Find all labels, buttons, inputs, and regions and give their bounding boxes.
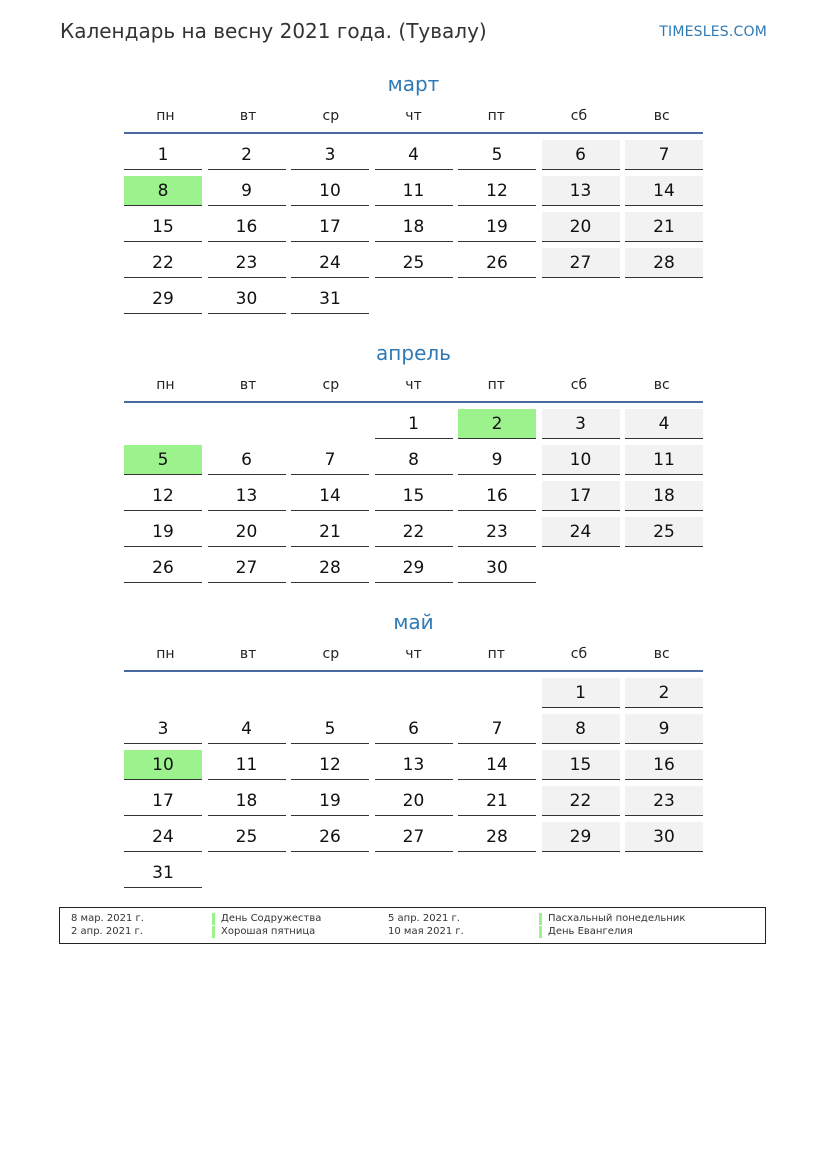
day-cell: 6 [542,140,620,170]
week-row [124,282,703,318]
weekday-label: чт [405,108,422,124]
empty-day-cell [625,284,703,314]
empty-day-cell [375,284,453,314]
weekday-label: сб [570,646,588,662]
day-cell: 8 [375,445,453,475]
day-cell: 6 [208,445,286,475]
day-cell: 4 [625,409,703,439]
day-cell: 12 [291,750,369,780]
day-cell: 20 [208,517,286,547]
day-cell: 16 [625,750,703,780]
legend-holiday-name: Хорошая пятница [212,926,315,938]
day-cell: 21 [291,517,369,547]
weekday-label: пт [487,646,505,662]
day-cell: 3 [542,409,620,439]
day-cell: 17 [124,786,202,816]
day-cell: 2 [208,140,286,170]
day-cell: 25 [625,517,703,547]
legend-holiday-name: День Евангелия [539,926,633,938]
weekday-label: ср [322,377,340,393]
day-cell: 4 [208,714,286,744]
week-row [124,748,703,784]
day-cell: 28 [291,553,369,583]
weekday-label: вс [653,646,670,662]
day-cell: 21 [625,212,703,242]
legend-holiday-name: День Содружества [212,913,321,925]
weekday-label: пн [156,377,175,393]
week-row [124,443,703,479]
day-cell: 30 [458,553,536,583]
day-cell: 9 [208,176,286,206]
day-cell: 6 [375,714,453,744]
week-row [124,479,703,515]
week-row [124,820,703,856]
day-cell: 13 [208,481,286,511]
empty-day-cell [625,553,703,583]
weekday-label: вс [653,108,670,124]
week-row [124,712,703,748]
legend-date: 2 апр. 2021 г. [71,926,143,937]
day-cell: 31 [124,858,202,888]
day-cell: 22 [542,786,620,816]
day-cell: 30 [208,284,286,314]
day-cell: 17 [542,481,620,511]
day-cell: 29 [124,284,202,314]
day-cell: 14 [625,176,703,206]
day-cell: 11 [625,445,703,475]
legend-date: 10 мая 2021 г. [388,926,464,937]
week-row [124,138,703,174]
day-cell: 15 [375,481,453,511]
day-cell: 26 [291,822,369,852]
day-cell: 24 [542,517,620,547]
weekday-label: ср [322,108,340,124]
weekday-label: вт [239,377,257,393]
weekday-label: пт [487,108,505,124]
empty-day-cell [458,858,536,888]
week-row [124,676,703,712]
empty-day-cell [625,858,703,888]
day-cell: 30 [625,822,703,852]
empty-day-cell [124,409,202,439]
day-cell: 3 [291,140,369,170]
empty-day-cell [375,678,453,708]
week-row [124,407,703,443]
day-cell: 16 [208,212,286,242]
day-cell: 12 [124,481,202,511]
empty-day-cell [208,678,286,708]
legend-date: 8 мар. 2021 г. [71,913,144,924]
day-cell: 26 [124,553,202,583]
week-row [124,174,703,210]
empty-day-cell [542,284,620,314]
day-cell: 5 [458,140,536,170]
day-cell: 2 [458,409,536,439]
empty-day-cell [458,284,536,314]
empty-day-cell [208,409,286,439]
empty-day-cell [542,858,620,888]
day-cell: 19 [124,517,202,547]
day-cell: 22 [124,248,202,278]
day-cell: 29 [542,822,620,852]
weekday-header [124,646,703,672]
month-title: апрель [376,341,451,365]
day-cell: 8 [124,176,202,206]
day-cell: 23 [625,786,703,816]
day-cell: 31 [291,284,369,314]
day-cell: 5 [124,445,202,475]
weekday-label: ср [322,646,340,662]
day-cell: 18 [375,212,453,242]
day-cell: 7 [458,714,536,744]
day-cell: 19 [458,212,536,242]
week-row [124,856,703,892]
holiday-legend [59,907,766,944]
page-title: Календарь на весну 2021 года. (Тувалу) [60,19,487,43]
empty-day-cell [208,858,286,888]
legend-holiday-name: Пасхальный понедельник [539,913,685,925]
day-cell: 2 [625,678,703,708]
weekday-header [124,108,703,134]
day-cell: 27 [542,248,620,278]
weekday-label: сб [570,377,588,393]
empty-day-cell [291,858,369,888]
empty-day-cell [458,678,536,708]
month-3 [124,608,703,892]
day-cell: 18 [625,481,703,511]
day-cell: 14 [458,750,536,780]
week-row [124,515,703,551]
day-cell: 9 [458,445,536,475]
weekday-label: вс [653,377,670,393]
day-cell: 25 [375,248,453,278]
week-row [124,246,703,282]
day-cell: 14 [291,481,369,511]
day-cell: 27 [375,822,453,852]
month-title: март [387,72,440,96]
weekday-label: чт [405,377,422,393]
day-cell: 18 [208,786,286,816]
day-cell: 10 [542,445,620,475]
weekday-label: пн [156,646,175,662]
empty-day-cell [542,553,620,583]
empty-day-cell [291,409,369,439]
weekday-label: пт [487,377,505,393]
day-cell: 13 [542,176,620,206]
day-cell: 4 [375,140,453,170]
day-cell: 23 [458,517,536,547]
day-cell: 20 [375,786,453,816]
day-cell: 15 [542,750,620,780]
day-cell: 28 [458,822,536,852]
site-link[interactable]: TIMESLES.COM [659,24,767,40]
week-row [124,784,703,820]
day-cell: 27 [208,553,286,583]
day-cell: 11 [208,750,286,780]
week-row [124,210,703,246]
weekday-label: вт [239,646,257,662]
empty-day-cell [291,678,369,708]
day-cell: 1 [542,678,620,708]
day-cell: 22 [375,517,453,547]
weekday-label: чт [405,646,422,662]
day-cell: 7 [291,445,369,475]
day-cell: 29 [375,553,453,583]
empty-day-cell [375,858,453,888]
week-row [124,551,703,587]
weekday-label: пн [156,108,175,124]
day-cell: 10 [124,750,202,780]
day-cell: 24 [291,248,369,278]
day-cell: 3 [124,714,202,744]
month-title: май [393,610,434,634]
day-cell: 19 [291,786,369,816]
day-cell: 16 [458,481,536,511]
day-cell: 26 [458,248,536,278]
day-cell: 8 [542,714,620,744]
day-cell: 10 [291,176,369,206]
day-cell: 1 [375,409,453,439]
month-2 [124,339,703,587]
weekday-label: вт [239,108,257,124]
day-cell: 13 [375,750,453,780]
day-cell: 7 [625,140,703,170]
month-1 [124,70,703,318]
weekday-header [124,377,703,403]
day-cell: 1 [124,140,202,170]
day-cell: 12 [458,176,536,206]
day-cell: 17 [291,212,369,242]
day-cell: 25 [208,822,286,852]
day-cell: 9 [625,714,703,744]
day-cell: 24 [124,822,202,852]
legend-date: 5 апр. 2021 г. [388,913,460,924]
day-cell: 11 [375,176,453,206]
day-cell: 20 [542,212,620,242]
day-cell: 5 [291,714,369,744]
day-cell: 28 [625,248,703,278]
day-cell: 21 [458,786,536,816]
day-cell: 15 [124,212,202,242]
weekday-label: сб [570,108,588,124]
empty-day-cell [124,678,202,708]
day-cell: 23 [208,248,286,278]
